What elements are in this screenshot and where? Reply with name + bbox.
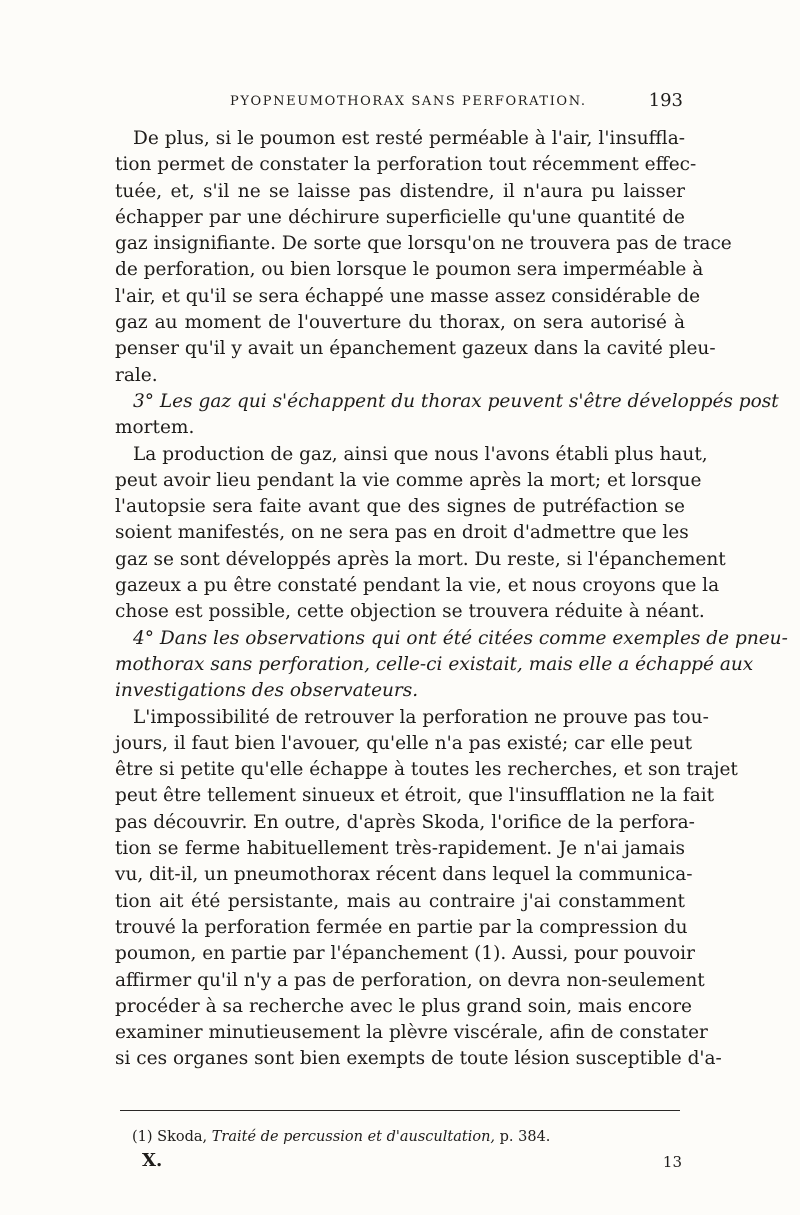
text-line: être si petite qu'elle échappe à toutes les recherches, et son trajet	[115, 759, 738, 781]
text-line: La production de gaz, ainsi que nous l'avons établi plus haut,	[133, 443, 708, 465]
text-line: tion permet de constater la perforation tout récemment effec-	[115, 154, 697, 176]
text-line: tion se ferme habituellement très-rapidement. Je n'ai jamais	[115, 838, 685, 860]
section-heading-line: mothorax sans perforation, celle-ci existait, mais elle a échappé aux	[115, 653, 754, 675]
signature-mark: X.	[142, 1150, 163, 1171]
text-line: rale.	[115, 364, 158, 386]
text-line: pas découvrir. En outre, d'après Skoda, l'orifice de la perfora-	[115, 811, 695, 833]
text-line: gaz insignifiante. De sorte que lorsqu'on ne trouvera pas de trace	[115, 233, 732, 255]
footnote	[132, 1127, 672, 1147]
text-line: vu, dit-il, un pneumothorax récent dans lequel la communica-	[115, 864, 693, 886]
section-heading-line: investigations des observateurs.	[115, 680, 419, 702]
text-line: gaz au moment de l'ouverture du thorax, on sera autorisé à	[115, 312, 685, 334]
text-line: jours, il faut bien l'avouer, qu'elle n'a pas existé; car elle peut	[115, 732, 693, 754]
text-line: l'air, et qu'il se sera échappé une masse assez considérable de	[115, 285, 701, 307]
section-heading-line: 4° Dans les observations qui ont été citées comme exemples de pneu-	[133, 627, 788, 649]
text-line: tuée, et, s'il ne se laisse pas distendre, il n'aura pu laisser	[115, 180, 685, 202]
text-line: gazeux a pu être constaté pendant la vie, et nous croyons que la	[115, 575, 720, 597]
text-line: procéder à sa recherche avec le plus grand soin, mais encore	[115, 995, 692, 1017]
text-line: l'autopsie sera faite avant que des signes de putréfaction se	[115, 496, 685, 518]
text-line: chose est possible, cette objection se trouvera réduite à néant.	[115, 601, 705, 623]
footnote-page-ref: p. 384.	[499, 1129, 551, 1145]
text-line: penser qu'il y avait un épanchement gazeux dans la cavité pleu-	[115, 338, 716, 360]
text-line: échapper par une déchirure superficielle qu'une quantité de	[115, 206, 685, 228]
text-line: poumon, en partie par l'épanchement (1). Aussi, pour pouvoir	[115, 943, 695, 965]
section-heading-line: 3° Les gaz qui s'échappent du thorax peuvent s'être développés post	[133, 390, 779, 412]
text-line: soient manifestés, on ne sera pas en droit d'admettre que les	[115, 522, 689, 544]
sheet-number: 13	[662, 1153, 682, 1171]
text-line: si ces organes sont bien exempts de toute lésion susceptible d'a-	[115, 1048, 722, 1070]
footnote-rule	[120, 1110, 680, 1111]
text-line: affirmer qu'il n'y a pas de perforation, on devra non-seulement	[115, 969, 705, 991]
running-title: PYOPNEUMOTHORAX SANS PERFORATION.	[230, 94, 587, 109]
text-line: mortem.	[115, 417, 195, 439]
running-head	[118, 92, 683, 112]
footnote-author: Skoda,	[157, 1129, 208, 1145]
text-line: De plus, si le poumon est resté perméable à l'air, l'insuffla-	[133, 128, 685, 149]
footnote-marker: (1)	[132, 1129, 153, 1145]
text-line: peut avoir lieu pendant la vie comme après la mort; et lorsque	[115, 469, 702, 491]
text-line: peut être tellement sinueux et étroit, que l'insufflation ne la fait	[115, 785, 715, 807]
body-text	[115, 126, 788, 1073]
text-line: L'impossibilité de retrouver la perforation ne prouve pas tou-	[133, 706, 709, 728]
page-number: 193	[648, 90, 683, 111]
text-line: examiner minutieusement la plèvre viscérale, afin de constater	[115, 1022, 708, 1044]
text-line: trouvé la perforation fermée en partie par la compression du	[115, 916, 688, 938]
footnote-title: Traité de percussion et d'auscultation,	[211, 1129, 496, 1145]
text-line: gaz se sont développés après la mort. Du reste, si l'épanchement	[115, 548, 726, 570]
text-line: de perforation, ou bien lorsque le poumon sera imperméable à	[115, 259, 704, 281]
text-line: tion ait été persistante, mais au contraire j'ai constamment	[115, 890, 685, 912]
